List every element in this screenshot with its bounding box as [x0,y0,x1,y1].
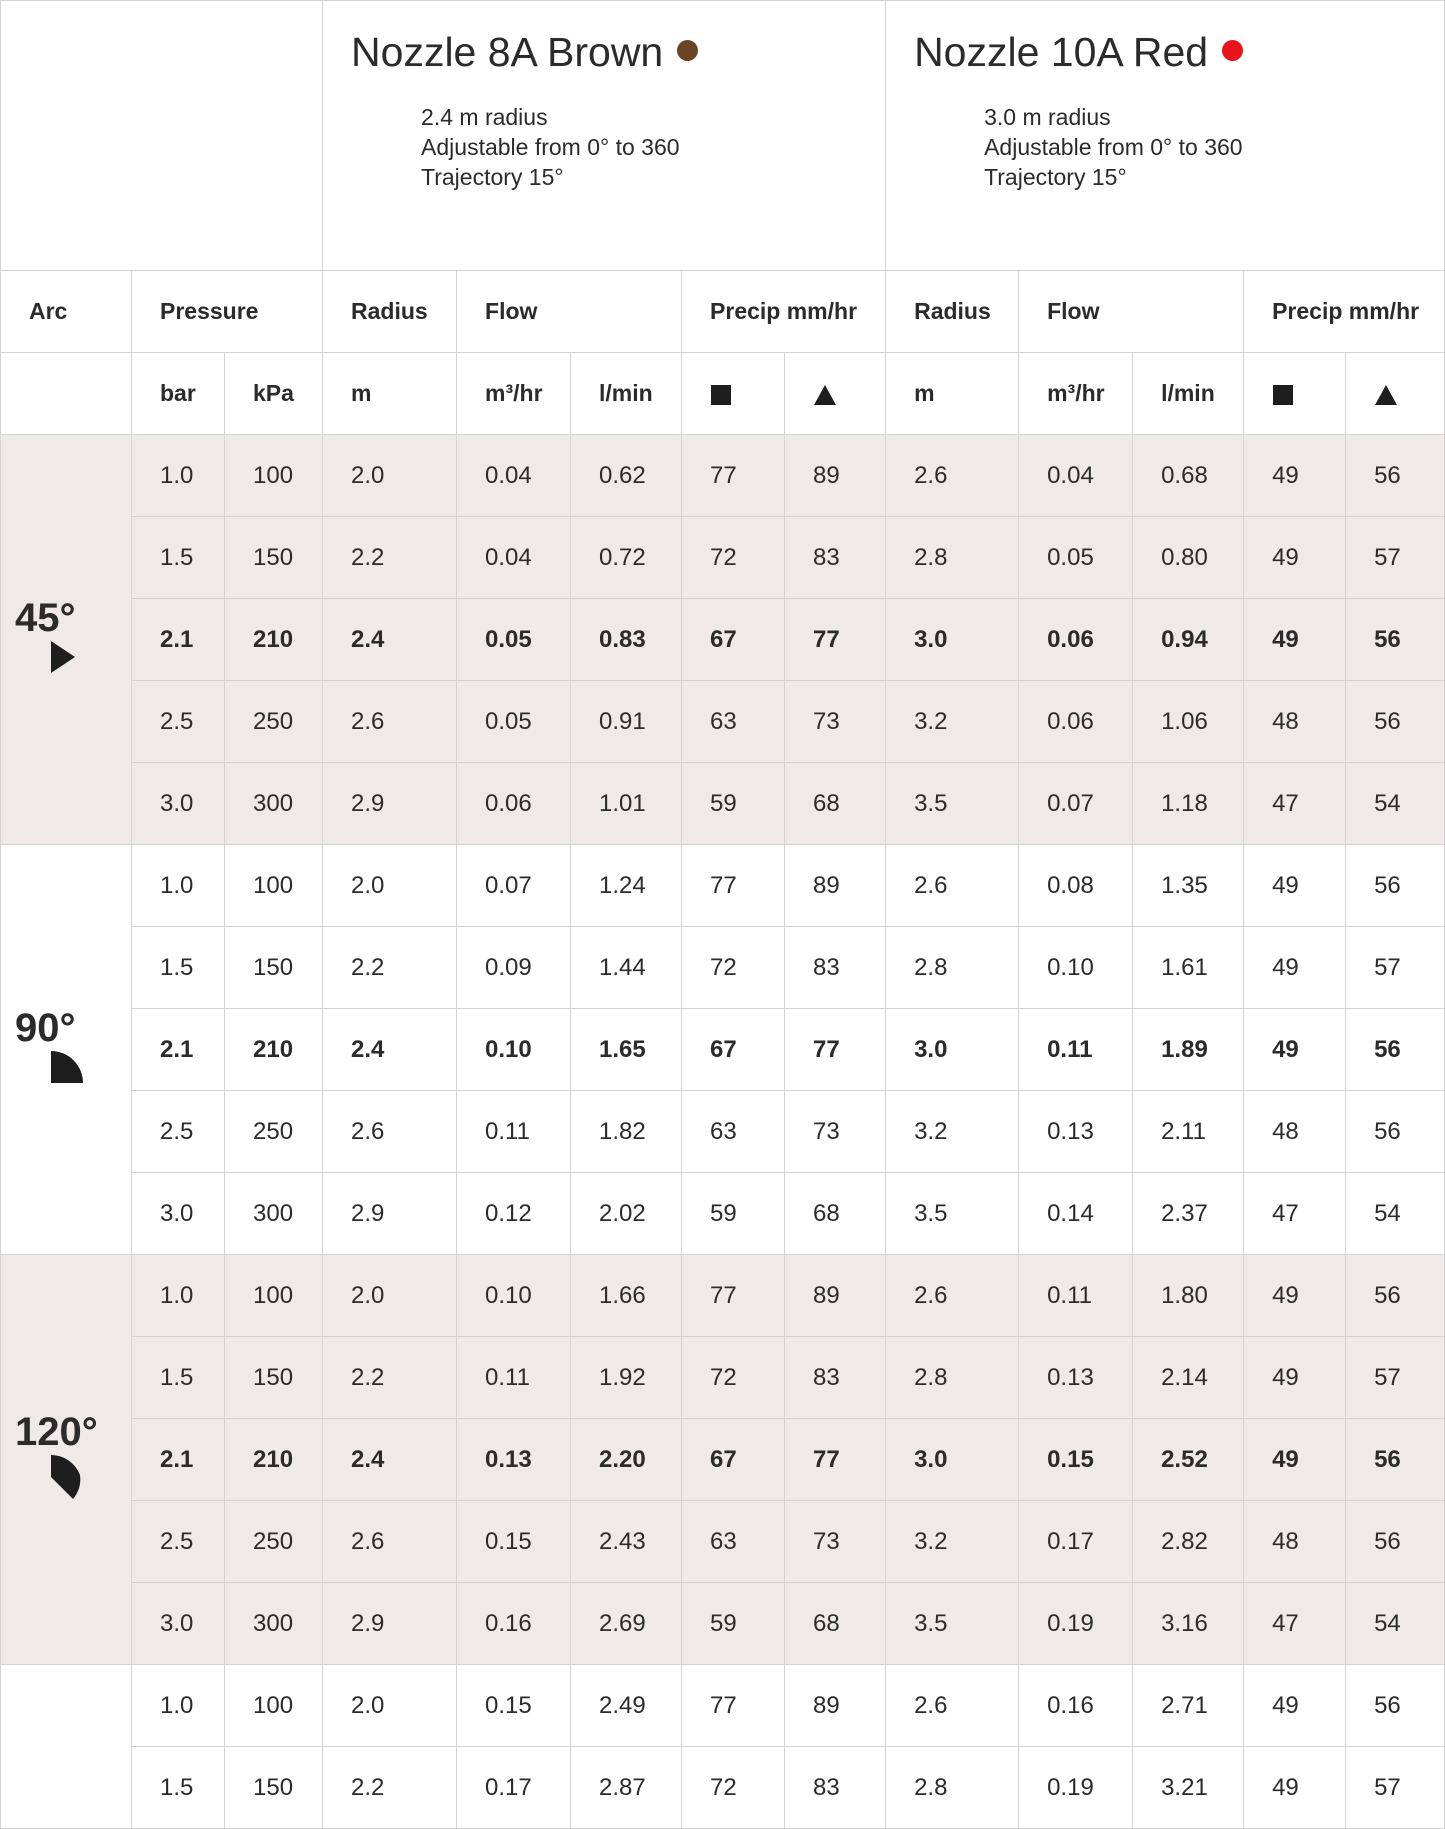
table-row [1,927,1445,1009]
flow-m3hr-8a-cell: 0.06 [457,763,571,845]
pressure-kpa-cell: 150 [225,517,323,599]
unit-lmin-10a: l/min [1133,353,1244,435]
table-row [1,1419,1445,1501]
precip-triangle-8a-cell: 77 [785,599,886,681]
flow-lmin-10a-cell: 2.11 [1133,1091,1244,1173]
pressure-bar-cell: 1.0 [132,435,225,517]
flow-lmin-10a-cell: 1.89 [1133,1009,1244,1091]
unit-lmin-8a: l/min [571,353,682,435]
precip-square-8a-cell: 67 [682,1009,785,1091]
pressure-bar-cell: 2.5 [132,1091,225,1173]
precip-triangle-8a-cell: 83 [785,927,886,1009]
pressure-bar-cell: 1.0 [132,1255,225,1337]
table-row [1,1501,1445,1583]
pressure-bar-cell: 3.0 [132,1583,225,1665]
precip-triangle-10a-cell: 56 [1346,1009,1445,1091]
precip-square-10a-cell: 49 [1244,1747,1346,1829]
nozzle-title: Nozzle 10A Red [914,29,1209,75]
flow-lmin-8a-cell: 1.44 [571,927,682,1009]
precip-square-10a-cell: 47 [1244,1583,1346,1665]
precip-square-10a-cell: 48 [1244,1091,1346,1173]
flow-lmin-10a-cell: 0.94 [1133,599,1244,681]
flow-m3hr-10a-cell: 0.14 [1019,1173,1133,1255]
flow-lmin-8a-cell: 1.82 [571,1091,682,1173]
flow-m3hr-10a-cell: 0.19 [1019,1583,1133,1665]
flow-m3hr-8a-cell: 0.05 [457,681,571,763]
nozzle-trajectory-text: Trajectory 15° [984,164,1127,190]
precip-square-10a-cell: 49 [1244,927,1346,1009]
pressure-header: Pressure [132,271,323,353]
precip-square-10a-cell: 49 [1244,1009,1346,1091]
precip-square-10a-cell: 49 [1244,1665,1346,1747]
unit-blank-cell [1,353,132,435]
flow-lmin-8a-cell: 0.62 [571,435,682,517]
radius-8a-cell: 2.4 [323,599,457,681]
flow-lmin-8a-cell: 1.66 [571,1255,682,1337]
pressure-kpa-cell: 100 [225,435,323,517]
pressure-kpa-cell: 100 [225,1255,323,1337]
nozzle-radius-text: 2.4 m radius [421,104,548,130]
nozzle-trajectory-text: Trajectory 15° [421,164,564,190]
flow-header-8a: Flow [457,271,682,353]
unit-m3hr-10a: m³/hr [1019,353,1133,435]
precip-square-8a-cell: 67 [682,599,785,681]
precip-square-8a-cell: 77 [682,845,785,927]
arc-header: Arc [1,271,132,353]
flow-m3hr-8a-cell: 0.12 [457,1173,571,1255]
radius-8a-cell: 2.2 [323,517,457,599]
radius-8a-cell: 2.9 [323,1583,457,1665]
table-row [1,1009,1445,1091]
flow-lmin-8a-cell: 0.91 [571,681,682,763]
radius-10a-cell: 2.6 [886,435,1019,517]
flow-lmin-8a-cell: 2.49 [571,1665,682,1747]
precip-square-10a-cell: 49 [1244,1419,1346,1501]
precip-triangle-10a-cell: 56 [1346,845,1445,927]
radius-10a-cell: 3.2 [886,1091,1019,1173]
column-group-header-row [1,271,1445,353]
precip-square-8a-cell: 67 [682,1419,785,1501]
precip-triangle-8a-cell: 73 [785,1501,886,1583]
flow-m3hr-10a-cell: 0.17 [1019,1501,1133,1583]
flow-lmin-10a-cell: 2.52 [1133,1419,1244,1501]
flow-lmin-10a-cell: 0.80 [1133,517,1244,599]
pressure-bar-cell: 1.0 [132,845,225,927]
header-blank-cell [1,1,323,271]
precip-square-8a-cell: 59 [682,763,785,845]
pressure-bar-cell: 3.0 [132,763,225,845]
precip-triangle-10a-cell: 56 [1346,1255,1445,1337]
flow-m3hr-8a-cell: 0.11 [457,1091,571,1173]
precip-triangle-8a-cell: 89 [785,845,886,927]
flow-lmin-8a-cell: 2.20 [571,1419,682,1501]
radius-8a-cell: 2.6 [323,681,457,763]
flow-m3hr-10a-cell: 0.04 [1019,435,1133,517]
flow-m3hr-8a-cell: 0.15 [457,1501,571,1583]
flow-m3hr-10a-cell: 0.05 [1019,517,1133,599]
precip-triangle-8a-cell: 89 [785,435,886,517]
pressure-kpa-cell: 150 [225,1747,323,1829]
pressure-kpa-cell: 210 [225,1009,323,1091]
flow-m3hr-8a-cell: 0.04 [457,435,571,517]
flow-lmin-10a-cell: 1.35 [1133,845,1244,927]
precip-square-8a-cell: 77 [682,1255,785,1337]
pressure-kpa-cell: 250 [225,1091,323,1173]
flow-m3hr-8a-cell: 0.17 [457,1747,571,1829]
precip-square-8a-cell: 72 [682,517,785,599]
table-row [1,681,1445,763]
nozzle-10a-header [886,1,1445,271]
radius-8a-cell: 2.9 [323,763,457,845]
precip-square-8a-cell: 77 [682,435,785,517]
pressure-bar-cell: 1.5 [132,1337,225,1419]
pressure-kpa-cell: 100 [225,1665,323,1747]
precip-triangle-10a-cell: 57 [1346,1337,1445,1419]
radius-8a-cell: 2.4 [323,1009,457,1091]
table-row [1,1091,1445,1173]
arc-label: 45° [15,596,76,640]
radius-8a-cell: 2.6 [323,1091,457,1173]
radius-10a-cell: 2.6 [886,1255,1019,1337]
flow-m3hr-8a-cell: 0.09 [457,927,571,1009]
table-row [1,517,1445,599]
pressure-bar-cell: 1.5 [132,517,225,599]
radius-8a-cell: 2.4 [323,1419,457,1501]
radius-8a-cell: 2.2 [323,1747,457,1829]
precip-triangle-8a-cell: 83 [785,1337,886,1419]
radius-8a-cell: 2.0 [323,1255,457,1337]
table-row [1,763,1445,845]
flow-lmin-10a-cell: 2.71 [1133,1665,1244,1747]
table-row [1,599,1445,681]
precip-triangle-10a-cell: 54 [1346,763,1445,845]
precip-square-8a-cell: 63 [682,1501,785,1583]
precip-square-8a-cell: 63 [682,1091,785,1173]
flow-m3hr-8a-cell: 0.11 [457,1337,571,1419]
pressure-kpa-cell: 210 [225,1419,323,1501]
red-dot-icon [1222,40,1243,61]
flow-lmin-10a-cell: 0.68 [1133,435,1244,517]
radius-10a-cell: 2.8 [886,1747,1019,1829]
precip-square-8a-cell: 77 [682,1665,785,1747]
flow-m3hr-10a-cell: 0.16 [1019,1665,1133,1747]
flow-m3hr-10a-cell: 0.07 [1019,763,1133,845]
flow-m3hr-10a-cell: 0.08 [1019,845,1133,927]
flow-lmin-10a-cell: 1.80 [1133,1255,1244,1337]
nozzle-adjustable-text: Adjustable from 0° to 360 [421,134,680,160]
precip-square-10a-cell: 47 [1244,763,1346,845]
table-row [1,435,1445,517]
table-row [1,1255,1445,1337]
flow-m3hr-10a-cell: 0.10 [1019,927,1133,1009]
precip-square-8a-cell: 59 [682,1583,785,1665]
pressure-bar-cell: 1.5 [132,1747,225,1829]
arc-cell [1,1665,132,1829]
radius-10a-cell: 3.5 [886,763,1019,845]
flow-header-10a: Flow [1019,271,1244,353]
precip-square-8a-cell: 72 [682,1747,785,1829]
radius-8a-cell: 2.0 [323,1665,457,1747]
precip-triangle-10a-cell: 57 [1346,927,1445,1009]
flow-m3hr-10a-cell: 0.06 [1019,599,1133,681]
flow-m3hr-10a-cell: 0.13 [1019,1091,1133,1173]
precip-header-10a: Precip mm/hr [1244,271,1445,353]
flow-lmin-8a-cell: 2.43 [571,1501,682,1583]
table-row [1,1747,1445,1829]
arc-90-sector-icon [50,1050,131,1091]
radius-8a-cell: 2.2 [323,927,457,1009]
radius-10a-cell: 3.5 [886,1583,1019,1665]
table-row [1,1337,1445,1419]
square-spacing-icon [1272,384,1294,406]
precip-square-10a-cell: 49 [1244,435,1346,517]
precip-triangle-10a-cell: 56 [1346,435,1445,517]
flow-lmin-10a-cell: 1.61 [1133,927,1244,1009]
flow-lmin-10a-cell: 1.06 [1133,681,1244,763]
precip-triangle-10a-cell: 57 [1346,517,1445,599]
pressure-bar-cell: 2.1 [132,599,225,681]
precip-triangle-10a-cell: 56 [1346,1419,1445,1501]
flow-m3hr-8a-cell: 0.07 [457,845,571,927]
precip-triangle-8a-cell: 89 [785,1665,886,1747]
precip-triangle-8a-cell: 77 [785,1009,886,1091]
precip-triangle-10a-cell: 54 [1346,1583,1445,1665]
pressure-kpa-cell: 300 [225,1583,323,1665]
pressure-kpa-cell: 150 [225,1337,323,1419]
nozzle-specs [984,102,1444,192]
unit-m3hr-8a: m³/hr [457,353,571,435]
unit-m-10a: m [886,353,1019,435]
precip-triangle-8a-cell: 73 [785,1091,886,1173]
radius-8a-cell: 2.9 [323,1173,457,1255]
precip-triangle-8a-cell: 77 [785,1419,886,1501]
flow-m3hr-8a-cell: 0.13 [457,1419,571,1501]
nozzle-radius-text: 3.0 m radius [984,104,1111,130]
flow-lmin-10a-cell: 3.21 [1133,1747,1244,1829]
pressure-kpa-cell: 210 [225,599,323,681]
pressure-kpa-cell: 250 [225,681,323,763]
flow-m3hr-10a-cell: 0.06 [1019,681,1133,763]
radius-8a-cell: 2.2 [323,1337,457,1419]
precip-header-8a: Precip mm/hr [682,271,886,353]
pressure-bar-cell: 2.1 [132,1419,225,1501]
flow-lmin-10a-cell: 2.14 [1133,1337,1244,1419]
nozzle-8a-header [323,1,886,271]
table-row [1,1173,1445,1255]
flow-lmin-8a-cell: 2.87 [571,1747,682,1829]
flow-lmin-10a-cell: 2.82 [1133,1501,1244,1583]
precip-square-8a-cell: 72 [682,927,785,1009]
precip-square-10a-cell: 49 [1244,845,1346,927]
pressure-kpa-cell: 300 [225,1173,323,1255]
precip-triangle-10a-cell: 56 [1346,681,1445,763]
flow-lmin-10a-cell: 3.16 [1133,1583,1244,1665]
precip-square-10a-cell: 47 [1244,1173,1346,1255]
arc-45-sector-icon [50,640,131,681]
flow-lmin-8a-cell: 0.83 [571,599,682,681]
radius-8a-cell: 2.6 [323,1501,457,1583]
unit-triangle-10a [1346,353,1445,435]
precip-square-10a-cell: 49 [1244,1337,1346,1419]
radius-header-8a: Radius [323,271,457,353]
flow-m3hr-8a-cell: 0.05 [457,599,571,681]
unit-m-8a: m [323,353,457,435]
table-row [1,1583,1445,1665]
radius-10a-cell: 2.8 [886,927,1019,1009]
radius-10a-cell: 2.6 [886,845,1019,927]
precip-triangle-8a-cell: 68 [785,1583,886,1665]
precip-triangle-8a-cell: 83 [785,1747,886,1829]
unit-bar: bar [132,353,225,435]
precip-square-10a-cell: 49 [1244,1255,1346,1337]
arc-label: 90° [15,1006,76,1050]
nozzle-adjustable-text: Adjustable from 0° to 360 [984,134,1243,160]
radius-10a-cell: 3.5 [886,1173,1019,1255]
pressure-bar-cell: 2.5 [132,1501,225,1583]
precip-triangle-10a-cell: 56 [1346,1665,1445,1747]
precip-square-8a-cell: 59 [682,1173,785,1255]
flow-m3hr-8a-cell: 0.16 [457,1583,571,1665]
flow-lmin-8a-cell: 1.92 [571,1337,682,1419]
unit-square-8a [682,353,785,435]
unit-kpa: kPa [225,353,323,435]
radius-8a-cell: 2.0 [323,845,457,927]
precip-triangle-10a-cell: 56 [1346,1091,1445,1173]
precip-triangle-10a-cell: 57 [1346,1747,1445,1829]
radius-8a-cell: 2.0 [323,435,457,517]
flow-lmin-8a-cell: 1.24 [571,845,682,927]
arc-cell [1,435,132,845]
flow-lmin-8a-cell: 2.02 [571,1173,682,1255]
pressure-kpa-cell: 100 [225,845,323,927]
precip-square-8a-cell: 72 [682,1337,785,1419]
radius-10a-cell: 3.0 [886,599,1019,681]
radius-10a-cell: 3.2 [886,1501,1019,1583]
triangle-spacing-icon [813,384,837,406]
unit-triangle-8a [785,353,886,435]
flow-m3hr-10a-cell: 0.11 [1019,1009,1133,1091]
radius-10a-cell: 3.0 [886,1009,1019,1091]
precip-triangle-10a-cell: 56 [1346,1501,1445,1583]
arc-cell [1,1255,132,1665]
pressure-bar-cell: 2.1 [132,1009,225,1091]
arc-cell [1,845,132,1255]
flow-m3hr-8a-cell: 0.10 [457,1009,571,1091]
flow-lmin-10a-cell: 1.18 [1133,763,1244,845]
flow-m3hr-10a-cell: 0.13 [1019,1337,1133,1419]
flow-m3hr-8a-cell: 0.15 [457,1665,571,1747]
pressure-kpa-cell: 300 [225,763,323,845]
precip-triangle-8a-cell: 89 [785,1255,886,1337]
precip-triangle-10a-cell: 54 [1346,1173,1445,1255]
flow-lmin-8a-cell: 2.69 [571,1583,682,1665]
radius-10a-cell: 3.0 [886,1419,1019,1501]
flow-lmin-8a-cell: 0.72 [571,517,682,599]
nozzle-specs [421,102,885,192]
brown-dot-icon [677,40,698,61]
unit-square-10a [1244,353,1346,435]
pressure-kpa-cell: 150 [225,927,323,1009]
table-row [1,845,1445,927]
precip-square-10a-cell: 48 [1244,681,1346,763]
precip-square-10a-cell: 49 [1244,599,1346,681]
precip-square-8a-cell: 63 [682,681,785,763]
precip-square-10a-cell: 48 [1244,1501,1346,1583]
radius-10a-cell: 3.2 [886,681,1019,763]
precip-triangle-8a-cell: 83 [785,517,886,599]
pressure-bar-cell: 1.0 [132,1665,225,1747]
flow-m3hr-10a-cell: 0.11 [1019,1255,1133,1337]
nozzle-title: Nozzle 8A Brown [351,29,664,75]
arc-label: 120° [15,1410,98,1454]
precip-square-10a-cell: 49 [1244,517,1346,599]
flow-lmin-10a-cell: 2.37 [1133,1173,1244,1255]
radius-10a-cell: 2.6 [886,1665,1019,1747]
flow-lmin-8a-cell: 1.01 [571,763,682,845]
precip-triangle-8a-cell: 73 [785,681,886,763]
triangle-spacing-icon [1374,384,1398,406]
pressure-kpa-cell: 250 [225,1501,323,1583]
pressure-bar-cell: 1.5 [132,927,225,1009]
flow-lmin-8a-cell: 1.65 [571,1009,682,1091]
precip-triangle-8a-cell: 68 [785,763,886,845]
radius-10a-cell: 2.8 [886,1337,1019,1419]
radius-header-10a: Radius [886,271,1019,353]
nozzle-header-row [1,1,1445,271]
flow-m3hr-8a-cell: 0.04 [457,517,571,599]
precip-triangle-10a-cell: 56 [1346,599,1445,681]
radius-10a-cell: 2.8 [886,517,1019,599]
arc-120-sector-icon [50,1454,131,1507]
flow-m3hr-10a-cell: 0.15 [1019,1419,1133,1501]
precip-triangle-8a-cell: 68 [785,1173,886,1255]
pressure-bar-cell: 3.0 [132,1173,225,1255]
flow-m3hr-8a-cell: 0.10 [457,1255,571,1337]
flow-m3hr-10a-cell: 0.19 [1019,1747,1133,1829]
square-spacing-icon [710,384,732,406]
unit-header-row [1,353,1445,435]
table-row [1,1665,1445,1747]
pressure-bar-cell: 2.5 [132,681,225,763]
